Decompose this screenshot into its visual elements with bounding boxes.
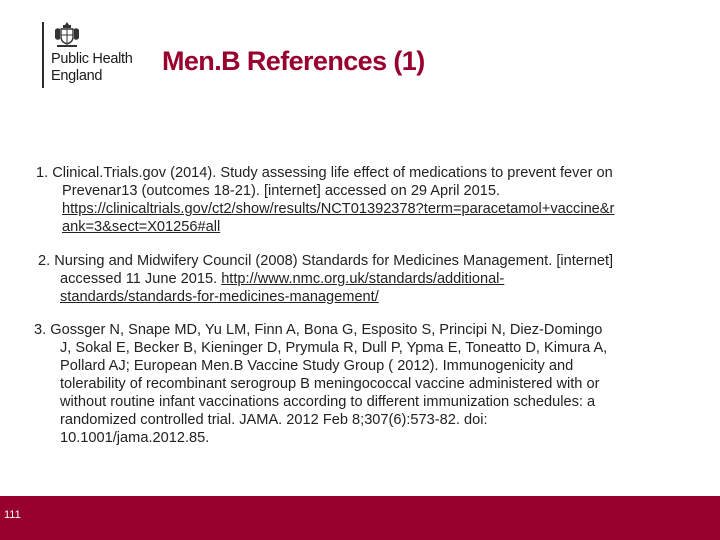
- logo-divider: [42, 22, 44, 88]
- page-number: 111: [4, 509, 21, 521]
- page-title: Men.B References (1): [162, 46, 425, 76]
- reference-item-1: [36, 164, 614, 236]
- reference-1-link-line1[interactable]: https://clinicaltrials.gov/ct2/show/results/NCT01392378?term=paracetamol+vaccine&r: [62, 201, 615, 217]
- royal-crest-icon: [52, 20, 82, 48]
- org-name-line1: Public Health: [51, 51, 133, 67]
- reference-2-first-line: 2. Nursing and Midwifery Council (2008) Standards for Medicines Management. [internet]: [38, 253, 614, 269]
- reference-1-first-line: 1. Clinical.Trials.gov (2014). Study assessing life effect of medications to prevent fever on: [36, 165, 613, 181]
- reference-2-line2-text: accessed 11 June 2015.: [60, 271, 222, 287]
- reference-1-link-line2[interactable]: ank=3&sect=X01256#all: [62, 219, 221, 235]
- reference-3-line: randomized controlled trial. JAMA. 2012 Feb 8;307(6):573-82. doi:: [60, 412, 488, 428]
- reference-2-link-part1[interactable]: http://www.nmc.org.uk/standards/additional-: [221, 271, 505, 287]
- reference-2-line3[interactable]: [38, 288, 613, 306]
- org-name-line2: England: [51, 68, 103, 84]
- reference-1-link-cont[interactable]: [36, 218, 614, 236]
- reference-3-first-line: 3. Gossger N, Snape MD, Yu LM, Finn A, Bona G, Esposito S, Principi N, Diez-Domingo: [34, 322, 603, 338]
- reference-3-line: J, Sokal E, Becker B, Kieninger D, Prymula R, Dull P, Ypma E, Toneatto D, Kimura A,: [60, 340, 608, 356]
- reference-1-line: Prevenar13 (outcomes 18-21). [internet] accessed on 29 April 2015.: [62, 183, 501, 199]
- reference-2-line2: [38, 270, 613, 288]
- reference-item-2: [38, 252, 613, 306]
- reference-3-line: Pollard AJ; European Men.B Vaccine Study Group ( 2012). Immunogenicity and: [60, 358, 574, 374]
- reference-3-line: tolerability of recombinant serogroup B meningococcal vaccine administered with or: [60, 376, 600, 392]
- reference-3-line: 10.1001/jama.2012.85.: [60, 430, 210, 446]
- reference-1-link[interactable]: [36, 200, 614, 218]
- footer-bar: [0, 496, 720, 540]
- reference-3-line: without routine infant vaccinations according to different immunization schedules: a: [60, 394, 596, 410]
- organisation-name: [51, 51, 133, 85]
- reference-2-link-part2[interactable]: standards/standards-for-medicines-management/: [60, 289, 379, 305]
- reference-item-3: [34, 321, 607, 447]
